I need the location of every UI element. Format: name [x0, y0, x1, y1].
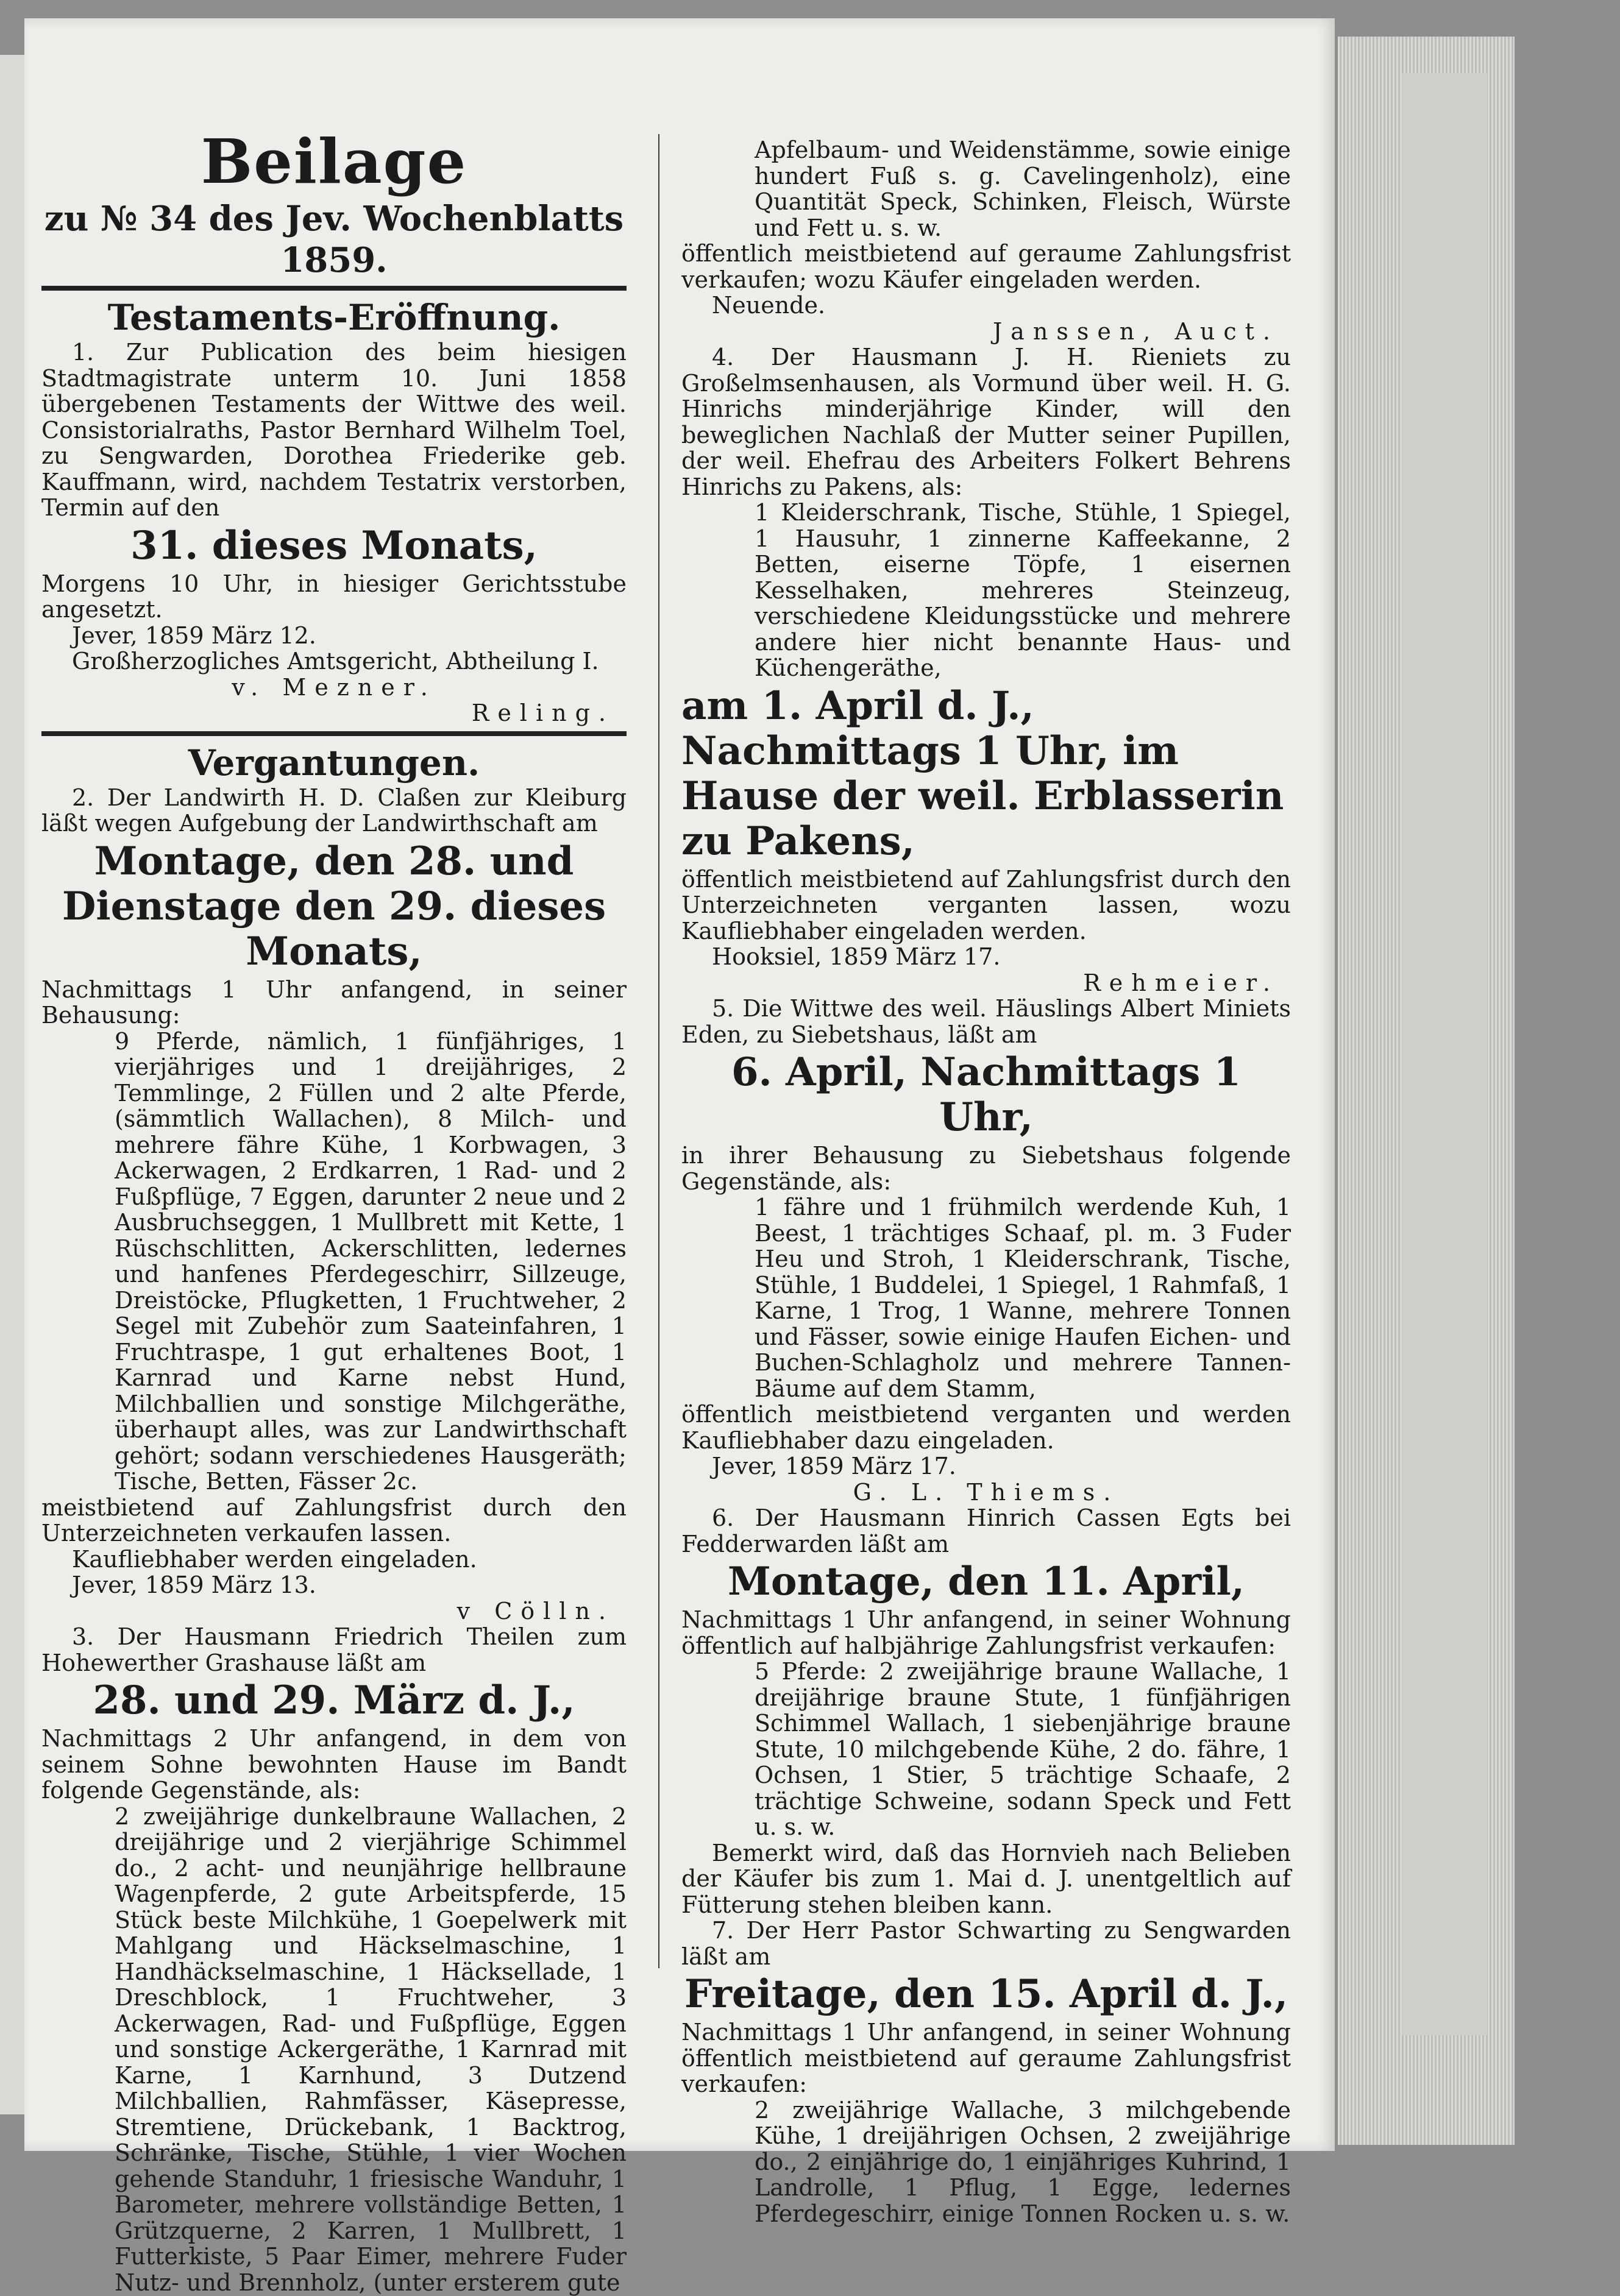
- page-title: Beilage: [201, 126, 467, 197]
- right-column: [681, 137, 1291, 2227]
- notice-1-date: 31. dieses Monats,: [130, 522, 538, 569]
- notice-4-signature: Rehmeier.: [1083, 969, 1279, 996]
- notice-5-terms: öffentlich meistbietend verganten und werden Kaufliebhaber dazu eingeladen.: [681, 1401, 1291, 1454]
- notice-1-court: Großherzogliches Amtsgericht, Abtheilung I.: [72, 648, 599, 675]
- notice-1-text: 1. Zur Publication des beim hiesigen Stadtmagistrate unterm 10. Juni 1858 übergebenen Testaments der Wittwe des weil. Consistorialraths, Pastor Bernhard Wilhelm Toel, zu Sengwarden, Dorothea Friederike geb. Kauffmann, wird, nachdem Testatrix verstorben, Termin auf den: [41, 339, 627, 521]
- notice-3-place: Neuende.: [712, 292, 826, 319]
- previous-page-strip: [0, 55, 26, 2114]
- notice-3-time: Nachmittags 2 Uhr anfangend, in dem von seinem Sohne bewohnten Hause im Bandt folgende Gegenstände, als:: [41, 1725, 627, 1804]
- notice-4-text: 4. Der Hausmann J. H. Rieniets zu Großelmsenhausen, als Vormund über weil. H. G. Hinrichs minderjährige Kinder, will den beweglichen Nachlaß der Mutter seiner Pupillen, der weil. Ehefrau des Arbeiters Folkert Behrens Hinrichs zu Pakens, als:: [681, 344, 1291, 500]
- notice-2-buyers: Kaufliebhaber werden eingeladen.: [72, 1545, 477, 1573]
- notice-5-place-date: Jever, 1859 März 17.: [712, 1453, 956, 1479]
- notice-1-signature-1: v. Mezner.: [232, 673, 436, 701]
- notice-4-items: 1 Kleiderschrank, Tische, Stühle, 1 Spiegel, 1 Hausuhr, 1 zinnerne Kaffeekanne, 2 Betten, eiserne Töpfe, 1 eisernen Kesselhaken, mehreres Steinzeug, verschiedene Kleidungsstücke und mehrere andere hier nicht benannte Haus- und Küchengeräthe,: [755, 499, 1291, 681]
- notice-6-note: Bemerkt wird, daß das Hornvieh nach Belieben der Käufer bis zum 1. Mai d. J. unentgeltlich auf Fütterung stehen bleiben kann.: [681, 1839, 1291, 1918]
- notice-3-date: 28. und 29. März d. J.,: [93, 1678, 575, 1723]
- notice-3-items: 2 zweijährige dunkelbraune Wallachen, 2 dreijährige und 2 vierjährige Schimmel do., 2 acht- und neunjährige hellbraune Wagenpferde, 2 gute Arbeitspferde, 15 Stück beste Milchkühe, 1 Goepelwerk mit Mahlgang und Häckselmaschine, 1 Handhäckselmaschine, 1 Häcksellade, 1 Dreschblock, 1 Fruchtweher, 3 Ackerwagen, Rad- und Fußpflüge, Eggen und sonstige Ackergeräthe, 1 Karnrad mit Karne, 1 Karnhund, 3 Dutzend Milchballien, Rahmfässer, Käsepresse, Stremtiene, Drückebank, 1 Backtrog, Schränke, Tische, Stühle, 1 vier Wochen gehende Standuhr, 1 friesische Wanduhr, 1 Barometer, mehrere vollständige Betten, 1 Grützquerne, 2 Karren, 1 Mullbrett, 1 Futterkiste, 5 Paar Eimer, mehrere Fuder Nutz- und Brennholz, (unter ersterem gute: [115, 1802, 627, 2296]
- notice-7-date: Freitage, den 15. April d. J.,: [684, 1971, 1288, 2017]
- notice-1-signature-2: Reling.: [471, 700, 614, 726]
- notice-7-time: Nachmittags 1 Uhr anfangend, in seiner Wohnung öffentlich meistbietend auf geraume Zahlungsfrist verkaufen:: [681, 2019, 1291, 2097]
- left-column: [41, 125, 627, 2295]
- book-page-edges-inner: [1402, 73, 1487, 2035]
- section-rule: [41, 731, 627, 736]
- notice-3-items-continued: Apfelbaum- und Weidenstämme, sowie einige hundert Fuß s. g. Cavelingenholz), eine Quantität Speck, Schinken, Fleisch, Würste und Fett u. s. w.: [755, 136, 1291, 241]
- notice-6-items: 5 Pferde: 2 zweijährige braune Wallache, 1 dreijährige braune Stute, 1 fünfjährigen Schimmel Wallach, 1 siebenjährige braune Stute, 10 milchgebende Kühe, 2 do. fähre, 1 Ochsen, 1 Stier, 5 trächtige Schaafe, 2 trächtige Schweine, sodann Speck und Fett u. s. w.: [755, 1658, 1291, 1840]
- column-divider: [658, 134, 659, 1968]
- section-vergantungen-title: Vergantungen.: [188, 742, 480, 784]
- notice-5-date: 6. April, Nachmittags 1 Uhr,: [731, 1049, 1242, 1140]
- header-rule: [41, 286, 627, 291]
- notice-2-terms: meistbietend auf Zahlungsfrist durch den Unterzeichneten verkaufen lassen.: [41, 1493, 627, 1547]
- notice-2-date: Montage, den 28. und Dienstage den 29. dieses Monats,: [62, 838, 606, 974]
- notice-4-terms: öffentlich meistbietend auf Zahlungsfrist durch den Unterzeichneten verganten lassen, wozu Kaufliebhaber eingeladen werden.: [681, 865, 1291, 944]
- notice-5-text: 5. Die Wittwe des weil. Häuslings Albert Miniets Eden, zu Siebetshaus, läßt am: [681, 995, 1291, 1048]
- notice-5-items: 1 fähre und 1 frühmilch werdende Kuh, 1 Beest, 1 trächtiges Schaaf, pl. m. 3 Fuder Heu und Stroh, 1 Kleiderschrank, Tische, Stühle, 1 Buddelei, 1 Spiegel, 1 Rahmfaß, 1 Karne, 1 Trog, 1 Wanne, mehrere Tonnen und Fässer, sowie einige Haufen Eichen- und Buchen-Schlagholz und mehrere Tannen-Bäume auf dem Stamm,: [755, 1194, 1291, 1402]
- notice-4-date: am 1. April d. J., Nachmittags 1 Uhr, im Hause der weil. Erblasserin zu Pakens,: [681, 682, 1284, 864]
- notice-2-time: Nachmittags 1 Uhr anfangend, in seiner Behausung:: [41, 976, 627, 1029]
- notice-5-time: in ihrer Behausung zu Siebetshaus folgende Gegenstände, als:: [681, 1142, 1291, 1195]
- notice-7-text: 7. Der Herr Pastor Schwarting zu Sengwarden läßt am: [681, 1917, 1291, 1970]
- notice-3-signature: Janssen, Auct.: [992, 317, 1279, 345]
- notice-7-items: 2 zweijährige Wallache, 3 milchgebende Kühe, 1 dreijährigen Ochsen, 2 zweijährige do., 2 einjährige do, 1 einjähriges Kuhrind, 1 Landrolle, 1 Pflug, 1 Egge, ledernes Pferdegeschirr, einige Tonnen Rocken u. s. w.: [755, 2096, 1291, 2227]
- notice-2-items: 9 Pferde, nämlich, 1 fünfjähriges, 1 vierjähriges und 1 dreijähriges, 2 Temmlinge, 2 Füllen und 2 alte Pferde, (sämmtlich Wallachen), 8 Milch- und mehrere fähre Kühe, 1 Korbwagen, 3 Ackerwagen, 2 Erdkarren, 1 Rad- und 2 Fußpflüge, 7 Eggen, darunter 2 neue und 2 Ausbruchseggen, 1 Mullbrett mit Kette, 1 Rüschschlitten, Ackerschlitten, ledernes und hanfenes Pferdegeschirr, Sillzeuge, Dreistöcke, Pflugketten, 1 Fruchtweher, 2 Segel mit Zubehör zum Saateinfahren, 1 Fruchtraspe, 1 gut erhaltenes Boot, 1 Karnrad und Karne nebst Hund, Milchballien und sonstige Milchgeräthe, überhaupt alles, was zur Landwirthschaft gehört; sodann verschiedenes Hausgeräth; Tische, Betten, Fässer 2c.: [115, 1027, 627, 1495]
- page-subtitle: zu № 34 des Jev. Wochenblatts 1859.: [44, 199, 624, 280]
- notice-4-place-date: Hooksiel, 1859 März 17.: [712, 943, 1001, 970]
- notice-6-text: 6. Der Hausmann Hinrich Cassen Egts bei Fedderwarden läßt am: [681, 1504, 1291, 1557]
- notice-1-place-date: Jever, 1859 März 12.: [72, 622, 316, 649]
- notice-3-terms: öffentlich meistbietend auf geraume Zahlungsfrist verkaufen; wozu Käufer eingeladen werden.: [681, 240, 1291, 293]
- notice-6-time: Nachmittags 1 Uhr anfangend, in seiner Wohnung öffentlich auf halbjährige Zahlungsfrist verkaufen:: [681, 1606, 1291, 1659]
- notice-2-text: 2. Der Landwirth H. D. Claßen zur Kleiburg läßt wegen Aufgebung der Landwirthschaft am: [41, 784, 627, 837]
- notice-5-signature: G. L. Thiems.: [853, 1478, 1120, 1506]
- notice-3-text: 3. Der Hausmann Friedrich Theilen zum Hohewerther Grashause läßt am: [41, 1623, 627, 1676]
- notice-1-time: Morgens 10 Uhr, in hiesiger Gerichtsstube angesetzt.: [41, 570, 627, 623]
- notice-2-signature: v Cölln.: [457, 1597, 614, 1625]
- notice-6-date: Montage, den 11. April,: [727, 1559, 1245, 1604]
- section-testament-title: Testaments-Eröffnung.: [107, 297, 561, 338]
- notice-2-place-date: Jever, 1859 März 13.: [72, 1571, 316, 1598]
